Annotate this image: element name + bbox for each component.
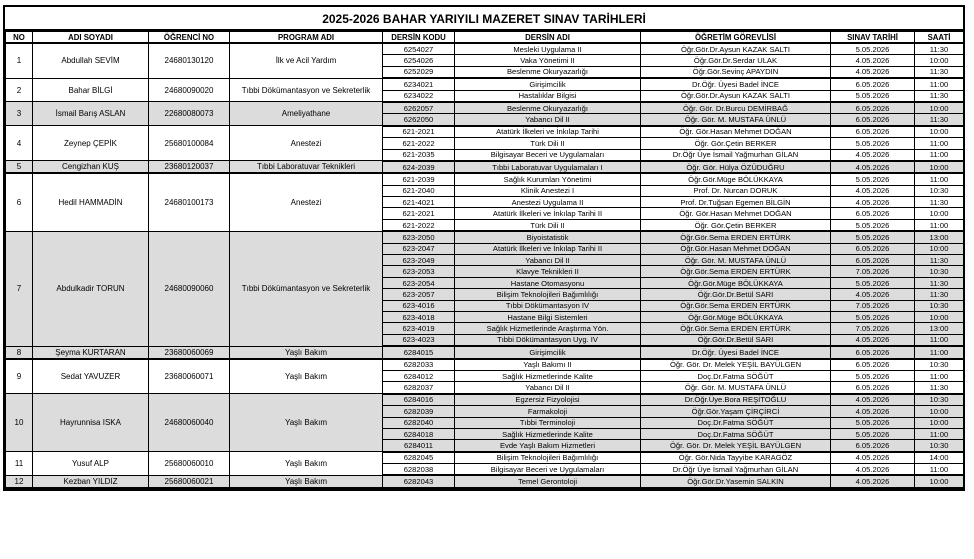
table-row	[6, 126, 964, 138]
instructor-cell: Öğr. Gör.Çetin BERKER	[641, 138, 831, 149]
col-header-time: SAATİ	[915, 32, 964, 44]
program-cell: Anestezi	[230, 126, 383, 161]
course-name-cell: Bilgisayar Beceri ve Uygulamaları	[455, 149, 641, 161]
instructor-cell: Doç.Dr.Fatma SÖĞÜT	[641, 370, 831, 381]
instructor-cell: Öğr.Gör.Müge BÖLÜKKAYA	[641, 311, 831, 322]
course-name-cell: Yabancı Dil II	[455, 114, 641, 126]
student-no-cell: 6	[6, 173, 33, 231]
course-name-cell: Beslenme Okuryazarlığı	[455, 66, 641, 78]
exam-date-cell: 5.05.2026	[831, 311, 915, 322]
course-code-cell: 623-2057	[383, 289, 455, 300]
student-id-cell: 23680060069	[149, 346, 230, 358]
col-header-instructor: ÖĞRETİM GÖREVLİSİ	[641, 32, 831, 44]
col-header-course-name: DERSİN ADI	[455, 32, 641, 44]
exam-time-cell: 13:00	[915, 231, 964, 243]
exam-date-cell: 5.05.2026	[831, 231, 915, 243]
instructor-cell: Öğr. Gör.Hasan Mehmet DOĞAN	[641, 126, 831, 138]
instructor-cell: Dr.Öğr.Üye.Bora REŞİTOĞLU	[641, 394, 831, 406]
student-id-cell: 23680120037	[149, 161, 230, 173]
exam-time-cell: 10:00	[915, 406, 964, 417]
exam-date-cell: 7.05.2026	[831, 266, 915, 277]
student-id-cell: 23680060071	[149, 359, 230, 394]
course-code-cell: 621-4021	[383, 197, 455, 208]
student-no-cell: 4	[6, 126, 33, 161]
instructor-cell: Dr.Öğr Üye İsmail Yağmurhan GİLAN	[641, 464, 831, 476]
student-no-cell: 3	[6, 102, 33, 126]
course-code-cell: 6282043	[383, 475, 455, 487]
program-cell: Anestezi	[230, 173, 383, 231]
exam-date-cell: 4.05.2026	[831, 464, 915, 476]
course-name-cell: Bilişim Teknolojileri Bağımlılığı	[455, 452, 641, 464]
course-name-cell: Hastane Otomasyonu	[455, 277, 641, 288]
exam-time-cell: 11:00	[915, 370, 964, 381]
student-name-cell: Şeyma KURTARAN	[33, 346, 149, 358]
course-code-cell: 621-2022	[383, 138, 455, 149]
course-code-cell: 6282037	[383, 382, 455, 394]
course-code-cell: 623-2054	[383, 277, 455, 288]
course-code-cell: 623-4016	[383, 300, 455, 311]
exam-time-cell: 11:30	[915, 90, 964, 102]
course-name-cell: Yaşlı Bakımı II	[455, 359, 641, 371]
exam-time-cell: 10:00	[915, 417, 964, 428]
exam-time-cell: 11:00	[915, 428, 964, 439]
student-name-cell: Hayrunnisa ISKA	[33, 394, 149, 452]
instructor-cell: Dr.Öğr. Üyesi Badel İNCE	[641, 78, 831, 90]
instructor-cell: Öğr.Gör.Sevinç APAYDIN	[641, 66, 831, 78]
course-code-cell: 621-2022	[383, 219, 455, 231]
student-name-cell: Hedil HAMMADİN	[33, 173, 149, 231]
course-name-cell: Farmakoloji	[455, 406, 641, 417]
student-name-cell: Sedat YAVUZER	[33, 359, 149, 394]
instructor-cell: Öğr.Gör.Sema ERDEN ERTÜRK	[641, 323, 831, 334]
exam-date-cell: 4.05.2026	[831, 334, 915, 346]
instructor-cell: Öğr. Gör. Dr.Burcu DEMİRBAĞ	[641, 102, 831, 114]
exam-time-cell: 11:30	[915, 197, 964, 208]
table-row	[6, 43, 964, 55]
table-row	[6, 173, 964, 185]
program-cell: Yaşlı Bakım	[230, 475, 383, 487]
col-header-name: ADI SOYADI	[33, 32, 149, 44]
course-code-cell: 6282045	[383, 452, 455, 464]
course-code-cell: 6254027	[383, 43, 455, 55]
course-name-cell: Klavye Teknikleri II	[455, 266, 641, 277]
exam-date-cell: 5.05.2026	[831, 90, 915, 102]
instructor-cell: Öğr.Gör.Sema ERDEN ERTÜRK	[641, 231, 831, 243]
instructor-cell: Öğr.Gör.Sema ERDEN ERTÜRK	[641, 266, 831, 277]
table-row	[6, 102, 964, 114]
student-no-cell: 8	[6, 346, 33, 358]
course-name-cell: Evde Yaşlı Bakım Hizmetleri	[455, 440, 641, 452]
instructor-cell: Prof. Dr. Nurcan DORUK	[641, 185, 831, 196]
exam-table-body	[6, 43, 964, 488]
instructor-cell: Öğr.Gör.Dr.Serdar ULAK	[641, 55, 831, 66]
instructor-cell: Öğr.Gör.Dr.Yasemin SALKIN	[641, 475, 831, 487]
col-header-student-no: ÖĞRENCİ NO	[149, 32, 230, 44]
instructor-cell: Öğr.Gör.Hasan Mehmet DOĞAN	[641, 243, 831, 254]
student-no-cell: 2	[6, 78, 33, 102]
instructor-cell: Öğr. Gör. Dr. Melek YEŞİL BAYÜLGEN	[641, 440, 831, 452]
exam-date-cell: 5.05.2026	[831, 370, 915, 381]
course-name-cell: Girişimcilik	[455, 346, 641, 358]
course-name-cell: Vaka Yönetimi II	[455, 55, 641, 66]
exam-date-cell: 4.05.2026	[831, 149, 915, 161]
course-code-cell: 6284012	[383, 370, 455, 381]
course-code-cell: 623-4019	[383, 323, 455, 334]
instructor-cell: Öğr. Gör.Hasan Mehmet DOĞAN	[641, 208, 831, 219]
instructor-cell: Öğr.Gör.Dr.Aysun KAZAK SALTI	[641, 43, 831, 55]
exam-date-cell: 4.05.2026	[831, 185, 915, 196]
course-code-cell: 6284015	[383, 346, 455, 358]
instructor-cell: Öğr.Gör.Dr.Aysun KAZAK SALTI	[641, 90, 831, 102]
course-code-cell: 6262057	[383, 102, 455, 114]
exam-date-cell: 6.05.2026	[831, 255, 915, 266]
instructor-cell: Öğr. Gör.Nida Tayyibe KARAGÖZ	[641, 452, 831, 464]
course-name-cell: Hastalıklar Bilgisi	[455, 90, 641, 102]
exam-date-cell: 5.05.2026	[831, 173, 915, 185]
exam-time-cell: 11:30	[915, 43, 964, 55]
exam-time-cell: 10:00	[915, 55, 964, 66]
instructor-cell: Öğr. Gör. Hülya ÖZÜDUĞRU	[641, 161, 831, 173]
program-cell: Tıbbi Dökümantasyon ve Sekreterlik	[230, 78, 383, 102]
course-code-cell: 6282033	[383, 359, 455, 371]
exam-time-cell: 10:00	[915, 475, 964, 487]
exam-date-cell: 5.05.2026	[831, 277, 915, 288]
course-code-cell: 621-2039	[383, 173, 455, 185]
program-cell: Yaşlı Bakım	[230, 394, 383, 452]
course-name-cell: Anestezi Uygulama II	[455, 197, 641, 208]
exam-date-cell: 4.05.2026	[831, 406, 915, 417]
course-name-cell: Mesleki Uygulama II	[455, 43, 641, 55]
course-code-cell: 6234022	[383, 90, 455, 102]
course-code-cell: 623-2050	[383, 231, 455, 243]
exam-date-cell: 4.05.2026	[831, 55, 915, 66]
course-code-cell: 6284018	[383, 428, 455, 439]
program-cell: Ameliyathane	[230, 102, 383, 126]
course-name-cell: Yabancı Dil II	[455, 382, 641, 394]
table-row	[6, 475, 964, 487]
course-name-cell: Yabancı Dil II	[455, 255, 641, 266]
exam-time-cell: 10:30	[915, 394, 964, 406]
exam-date-cell: 6.05.2026	[831, 382, 915, 394]
exam-time-cell: 11:30	[915, 66, 964, 78]
exam-time-cell: 10:30	[915, 185, 964, 196]
exam-date-cell: 6.05.2026	[831, 243, 915, 254]
exam-time-cell: 11:00	[915, 138, 964, 149]
exam-time-cell: 10:00	[915, 243, 964, 254]
exam-date-cell: 5.05.2026	[831, 219, 915, 231]
exam-time-cell: 10:00	[915, 208, 964, 219]
instructor-cell: Dr.Öğr. Üyesi Badel İNCE	[641, 346, 831, 358]
course-code-cell: 6234021	[383, 78, 455, 90]
exam-date-cell: 6.05.2026	[831, 359, 915, 371]
student-name-cell: Yusuf ALP	[33, 452, 149, 476]
student-name-cell: Bahar BİLGİ	[33, 78, 149, 102]
exam-table	[5, 31, 964, 489]
course-name-cell: Atatürk İlkeleri ve İnkılap Tarihi	[455, 126, 641, 138]
course-name-cell: Sağlık Hizmetlerinde Araştırma Yön.	[455, 323, 641, 334]
exam-time-cell: 11:00	[915, 334, 964, 346]
course-name-cell: Tıbbi Dökümantasyon IV	[455, 300, 641, 311]
student-id-cell: 24680130120	[149, 43, 230, 78]
course-name-cell: Temel Gerontoloji	[455, 475, 641, 487]
student-no-cell: 9	[6, 359, 33, 394]
program-cell: İlk ve Acil Yardım	[230, 43, 383, 78]
instructor-cell: Öğr. Gör. Dr. Melek YEŞİL BAYÜLGEN	[641, 359, 831, 371]
exam-date-cell: 7.05.2026	[831, 300, 915, 311]
instructor-cell: Prof. Dr.Tuğsan Egemen BİLGİN	[641, 197, 831, 208]
instructor-cell: Dr.Öğr Üye İsmail Yağmurhan GİLAN	[641, 149, 831, 161]
exam-time-cell: 10:00	[915, 126, 964, 138]
exam-time-cell: 10:00	[915, 311, 964, 322]
instructor-cell: Öğr. Gör. M. MUSTAFA ÜNLÜ	[641, 255, 831, 266]
exam-time-cell: 11:00	[915, 464, 964, 476]
exam-date-cell: 4.05.2026	[831, 161, 915, 173]
exam-date-cell: 4.05.2026	[831, 66, 915, 78]
course-code-cell: 623-4018	[383, 311, 455, 322]
instructor-cell: Öğr. Gör.Çetin BERKER	[641, 219, 831, 231]
student-id-cell: 25680060021	[149, 475, 230, 487]
page-title: 2025-2026 BAHAR YARIYILI MAZERET SINAV TARİHLERİ	[5, 7, 963, 31]
exam-date-cell: 6.05.2026	[831, 78, 915, 90]
program-cell: Yaşlı Bakım	[230, 452, 383, 476]
course-name-cell: Türk Dili II	[455, 138, 641, 149]
exam-date-cell: 5.05.2026	[831, 43, 915, 55]
exam-date-cell: 6.05.2026	[831, 208, 915, 219]
course-name-cell: Sağlık Hizmetlerinde Kalite	[455, 428, 641, 439]
student-no-cell: 11	[6, 452, 33, 476]
course-name-cell: Atatürk İlkeleri ve İnkılap Tarihi II	[455, 243, 641, 254]
course-name-cell: Klinik Anestezi I	[455, 185, 641, 196]
course-code-cell: 6262050	[383, 114, 455, 126]
course-code-cell: 621-2021	[383, 208, 455, 219]
exam-date-cell: 6.05.2026	[831, 440, 915, 452]
exam-time-cell: 10:30	[915, 266, 964, 277]
program-cell: Tıbbi Laboratuvar Teknikleri	[230, 161, 383, 173]
col-header-no: NO	[6, 32, 33, 44]
course-name-cell: Biyoistatistik	[455, 231, 641, 243]
course-name-cell: Tıbbi Laboratuvar Uygulamaları I	[455, 161, 641, 173]
instructor-cell: Öğr.Gör.Dr.Betül SARI	[641, 334, 831, 346]
instructor-cell: Öğr. Gör. M. MUSTAFA ÜNLÜ	[641, 382, 831, 394]
course-name-cell: Egzersiz Fizyolojisi	[455, 394, 641, 406]
course-code-cell: 6254026	[383, 55, 455, 66]
course-name-cell: Tıbbi Dökümantasyon Uyg. IV	[455, 334, 641, 346]
exam-date-cell: 6.05.2026	[831, 102, 915, 114]
course-name-cell: Tıbbi Terminoloji	[455, 417, 641, 428]
course-code-cell: 623-4023	[383, 334, 455, 346]
student-no-cell: 5	[6, 161, 33, 173]
exam-time-cell: 13:00	[915, 323, 964, 334]
exam-time-cell: 11:00	[915, 173, 964, 185]
exam-date-cell: 7.05.2026	[831, 323, 915, 334]
course-name-cell: Bilişim Teknolojileri Bağımlılığı	[455, 289, 641, 300]
instructor-cell: Öğr.Gör.Dr.Betül SARI	[641, 289, 831, 300]
exam-time-cell: 11:30	[915, 382, 964, 394]
exam-date-cell: 5.05.2026	[831, 428, 915, 439]
course-code-cell: 6282040	[383, 417, 455, 428]
course-name-cell: Girişimcilik	[455, 78, 641, 90]
col-header-course-code: DERSİN KODU	[383, 32, 455, 44]
table-row	[6, 78, 964, 90]
col-header-program: PROGRAM ADI	[230, 32, 383, 44]
instructor-cell: Doç.Dr.Fatma SÖĞÜT	[641, 428, 831, 439]
student-name-cell: Abdullah SEVİM	[33, 43, 149, 78]
exam-date-cell: 4.05.2026	[831, 197, 915, 208]
exam-time-cell: 10:30	[915, 300, 964, 311]
course-code-cell: 6282039	[383, 406, 455, 417]
exam-time-cell: 11:30	[915, 277, 964, 288]
table-row	[6, 452, 964, 464]
table-row	[6, 394, 964, 406]
header-row	[6, 32, 964, 44]
exam-time-cell: 11:30	[915, 114, 964, 126]
exam-schedule-sheet	[3, 5, 965, 491]
course-code-cell: 623-2047	[383, 243, 455, 254]
instructor-cell: Öğr.Gör.Müge BÖLÜKKAYA	[641, 277, 831, 288]
student-no-cell: 10	[6, 394, 33, 452]
table-row	[6, 161, 964, 173]
student-no-cell: 7	[6, 231, 33, 346]
student-name-cell: Cengizhan KUŞ	[33, 161, 149, 173]
student-id-cell: 24680060040	[149, 394, 230, 452]
student-id-cell: 24680100173	[149, 173, 230, 231]
course-code-cell: 624-2039	[383, 161, 455, 173]
student-name-cell: Kezban YILDIZ	[33, 475, 149, 487]
student-id-cell: 24680090020	[149, 78, 230, 102]
exam-date-cell: 4.05.2026	[831, 289, 915, 300]
course-name-cell: Sağlık Kurumları Yönetimi	[455, 173, 641, 185]
exam-time-cell: 10:00	[915, 161, 964, 173]
student-name-cell: Zeynep ÇEPİK	[33, 126, 149, 161]
course-name-cell: Türk Dili II	[455, 219, 641, 231]
student-name-cell: İsmail Barış ASLAN	[33, 102, 149, 126]
course-code-cell: 621-2040	[383, 185, 455, 196]
exam-time-cell: 10:30	[915, 440, 964, 452]
exam-date-cell: 4.05.2026	[831, 394, 915, 406]
table-row	[6, 346, 964, 358]
exam-date-cell: 5.05.2026	[831, 417, 915, 428]
student-no-cell: 12	[6, 475, 33, 487]
exam-date-cell: 6.05.2026	[831, 126, 915, 138]
exam-time-cell: 10:00	[915, 102, 964, 114]
course-code-cell: 621-2035	[383, 149, 455, 161]
student-id-cell: 25680100084	[149, 126, 230, 161]
student-id-cell: 22680080073	[149, 102, 230, 126]
student-id-cell: 24680090060	[149, 231, 230, 346]
exam-time-cell: 11:30	[915, 289, 964, 300]
instructor-cell: Öğr. Gör. M. MUSTAFA ÜNLÜ	[641, 114, 831, 126]
course-code-cell: 6282038	[383, 464, 455, 476]
col-header-exam-date: SINAV TARİHİ	[831, 32, 915, 44]
instructor-cell: Öğr.Gör.Yaşam ÇİRÇİRCİ	[641, 406, 831, 417]
program-cell: Tıbbi Dökümantasyon ve Sekreterlik	[230, 231, 383, 346]
student-no-cell: 1	[6, 43, 33, 78]
student-name-cell: Abdulkadir TORUN	[33, 231, 149, 346]
instructor-cell: Doç.Dr.Fatma SÖĞÜT	[641, 417, 831, 428]
exam-time-cell: 11:30	[915, 255, 964, 266]
exam-date-cell: 4.05.2026	[831, 475, 915, 487]
course-name-cell: Sağlık Hizmetlerinde Kalite	[455, 370, 641, 381]
course-code-cell: 623-2053	[383, 266, 455, 277]
exam-date-cell: 6.05.2026	[831, 114, 915, 126]
exam-date-cell: 6.05.2026	[831, 346, 915, 358]
exam-date-cell: 5.05.2026	[831, 138, 915, 149]
instructor-cell: Öğr.Gör.Sema ERDEN ERTÜRK	[641, 300, 831, 311]
course-name-cell: Bilgisayar Beceri ve Uygulamaları	[455, 464, 641, 476]
course-code-cell: 6284016	[383, 394, 455, 406]
exam-time-cell: 10:30	[915, 359, 964, 371]
program-cell: Yaşlı Bakım	[230, 346, 383, 358]
course-name-cell: Hastane Bilgi Sistemleri	[455, 311, 641, 322]
exam-time-cell: 11:00	[915, 219, 964, 231]
exam-date-cell: 4.05.2026	[831, 452, 915, 464]
exam-time-cell: 11:00	[915, 78, 964, 90]
course-code-cell: 623-2049	[383, 255, 455, 266]
instructor-cell: Öğr.Gör.Müge BÖLÜKKAYA	[641, 173, 831, 185]
course-name-cell: Beslenme Okuryazarlığı	[455, 102, 641, 114]
student-id-cell: 25680060010	[149, 452, 230, 476]
course-code-cell: 6252029	[383, 66, 455, 78]
table-row	[6, 231, 964, 243]
course-code-cell: 621-2021	[383, 126, 455, 138]
exam-time-cell: 14:00	[915, 452, 964, 464]
program-cell: Yaşlı Bakım	[230, 359, 383, 394]
course-code-cell: 6284011	[383, 440, 455, 452]
exam-time-cell: 11:00	[915, 149, 964, 161]
course-name-cell: Atatürk İlkeleri ve İnkılap Tarihi II	[455, 208, 641, 219]
exam-time-cell: 11:00	[915, 346, 964, 358]
table-row	[6, 359, 964, 371]
